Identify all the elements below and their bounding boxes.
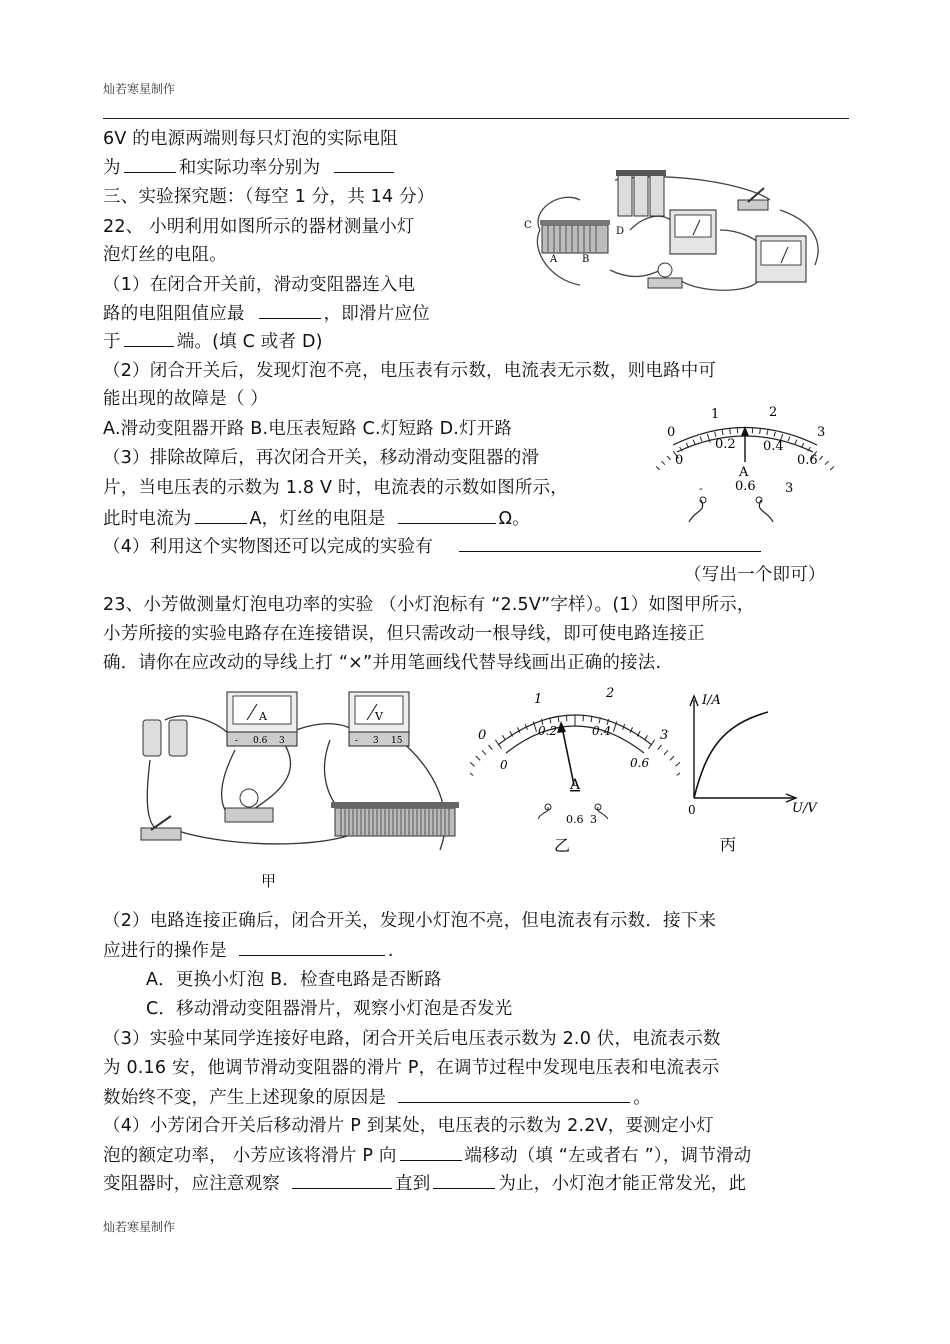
text-line: （4）利用这个实物图还可以完成的实验有 — [103, 535, 764, 558]
answer-blank[interactable] — [400, 1144, 462, 1161]
terminal-label: 15 — [391, 736, 403, 746]
answer-blank[interactable] — [124, 330, 174, 347]
text-line: （2）电路连接正确后，闭合开关，发现小灯泡不亮，但电流表有示数．接下来 — [103, 911, 717, 931]
terminal-label: 0.6 — [253, 736, 268, 746]
rheostat-icon — [540, 220, 610, 253]
outer-tick-label: 0 — [667, 425, 676, 440]
answer-blank[interactable] — [239, 939, 385, 956]
terminal-label-a: A — [550, 254, 558, 265]
inner-tick-label: 0.6 — [630, 756, 650, 770]
text-line: 泡的额定功率， 小芳应该将滑片 P 向 端移动（填 “左或者右 ”），调节滑动 — [103, 1146, 752, 1166]
terminal-label: 3 — [373, 736, 379, 746]
answer-blank[interactable] — [398, 1086, 630, 1103]
switch-icon — [141, 816, 181, 840]
inner-tick-label: 0 — [500, 758, 508, 772]
battery-icon — [616, 170, 666, 216]
dial-tick — [470, 769, 473, 776]
dial-tick — [670, 756, 674, 760]
terminal-label-c: C — [524, 220, 532, 231]
dial-tick — [722, 430, 723, 435]
iu-graph-figure — [682, 690, 832, 860]
x-axis-label: U/V — [792, 801, 817, 816]
inner-tick-label: 0.2 — [538, 724, 558, 738]
text-line: 片，当电压表的示数为 1.8 V 时，电流表的示数如图所示， — [103, 478, 568, 498]
dial-tick — [470, 762, 474, 766]
inner-tick-label: 0.2 — [715, 437, 736, 452]
text-line: 6V 的电源两端则每只灯泡的实际电阻 — [103, 129, 398, 149]
answer-blank[interactable] — [398, 507, 496, 524]
ammeter-label: A — [259, 710, 267, 723]
battery-icon — [143, 720, 187, 756]
dial-tick — [830, 466, 834, 469]
choice-line: C．移动滑动变阻器滑片，观察小灯泡是否发光 — [146, 999, 513, 1019]
answer-blank[interactable] — [459, 535, 761, 552]
terminal-label: 3 — [785, 481, 794, 496]
terminal-label-b: B — [582, 254, 590, 265]
terminal-label: - — [355, 736, 359, 746]
terminal-label: - — [235, 736, 239, 746]
dial-tick — [502, 735, 505, 740]
terminal-label: 3 — [590, 813, 597, 826]
outer-tick-label: 1 — [711, 407, 720, 422]
circuit-figure-jia — [135, 680, 465, 890]
rheostat-icon — [331, 802, 459, 836]
dial-tick — [820, 456, 823, 460]
outer-tick-label: 1 — [534, 692, 543, 707]
inner-tick-label: 0.4 — [592, 724, 612, 738]
text-line: 数始终不变，产生上述现象的原因是 。 — [103, 1088, 651, 1108]
text-line: （2）闭合开关后，发现灯泡不亮，电压表有示数，电流表无示数，则电路中可 — [103, 361, 717, 381]
ammeter-icon — [227, 692, 297, 746]
voltmeter-icon — [349, 692, 409, 746]
inner-tick-label: 0.6 — [797, 453, 818, 468]
dial-tick — [489, 745, 493, 750]
figure-caption: 乙 — [554, 836, 571, 855]
outer-tick-label: 2 — [606, 686, 615, 701]
voltmeter-icon — [756, 236, 806, 282]
dial-tick — [795, 440, 797, 445]
y-axis-label: I/A — [702, 693, 721, 708]
choice-line: A．更换小灯泡 B．检查电路是否断路 — [146, 970, 442, 990]
dial-tick — [760, 429, 761, 434]
terminal-label: 0.6 — [566, 813, 584, 826]
figure-caption: 甲 — [261, 872, 277, 890]
header-rule — [103, 118, 849, 119]
unit-label: A — [570, 777, 581, 793]
dial-tick — [661, 461, 664, 465]
answer-blank[interactable] — [433, 1172, 495, 1189]
unit-label: A — [739, 465, 749, 480]
voltmeter-label: V — [375, 710, 383, 723]
text-line: 小芳所接的实验电路存在连接错误，但只需改动一根导线，即可使电路连接正 — [103, 624, 705, 644]
dial-tick — [700, 437, 702, 442]
text-line: 此时电流为 A，灯丝的电阻是 Ω。 — [103, 509, 530, 529]
answer-blank[interactable] — [334, 156, 394, 173]
dial-tick — [648, 740, 654, 749]
terminal-label: - — [699, 482, 703, 495]
text-line: （3）实验中某同学连接好电路，闭合开关后电压表示数为 2.0 伏，电流表示数 — [103, 1029, 721, 1049]
outer-tick-label: 3 — [660, 728, 669, 743]
dial-tick — [644, 735, 647, 740]
outer-tick-label: 2 — [769, 405, 778, 420]
dial-tick — [774, 432, 775, 437]
outer-tick-label: 0 — [478, 728, 487, 743]
ammeter-icon — [670, 210, 716, 254]
dial-tick — [788, 437, 790, 442]
dial-tick — [658, 745, 662, 750]
dial-tick — [825, 461, 828, 465]
dial-tick — [675, 762, 679, 766]
dial-tick — [664, 750, 668, 754]
origin-label: 0 — [688, 803, 696, 817]
dial-tick — [730, 429, 731, 434]
iu-curve — [694, 712, 768, 798]
text-line: 路的电阻阻值应最 ，即滑片应位 — [103, 304, 430, 324]
circuit-figure — [520, 170, 830, 302]
text-line: 应进行的操作是 . — [103, 941, 394, 961]
dial-tick — [482, 750, 486, 754]
dial-tick — [476, 756, 480, 760]
text-line: 为 0.16 安，他调节滑动变阻器的滑片 P，在调节过程中发现电压表和电流表示 — [103, 1058, 720, 1078]
dial-tick — [767, 430, 768, 435]
text-line: 泡灯丝的电阻。 — [103, 245, 227, 265]
figure-caption: 丙 — [720, 835, 737, 854]
header-watermark: 灿若寒星制作 — [103, 82, 176, 96]
text-line: （4）小芳闭合开关后移动滑片 P 到某处，电压表的示数为 2.2V，要测定小灯 — [103, 1116, 714, 1136]
bulb-icon — [648, 263, 682, 288]
dial-tick — [686, 443, 688, 447]
text-line: （写出一个即可） — [684, 565, 826, 585]
answer-blank[interactable] — [195, 507, 247, 524]
text-line: 为 和实际功率分别为 — [103, 156, 397, 179]
answer-blank[interactable] — [124, 156, 176, 173]
text-line: 于 端。(填 C 或者 D) — [103, 332, 323, 352]
text-line: （3）排除故障后，再次闭合开关，移动滑动变阻器的滑 — [103, 448, 540, 468]
ammeter-dial-figure — [655, 400, 835, 535]
text-line: 能出现的故障是（ ） — [103, 389, 269, 409]
dial-tick — [693, 440, 695, 445]
choice-line: A.滑动变阻器开路 B.电压表短路 C.灯短路 D.灯开路 — [103, 419, 513, 439]
question-22: 22、 小明利用如图所示的器材测量小灯 — [103, 217, 415, 237]
dial-tick — [677, 769, 680, 776]
text-line: （1）在闭合开关前，滑动变阻器连入电 — [103, 275, 416, 295]
dial-tick — [656, 466, 660, 469]
terminal-label: 3 — [279, 736, 285, 746]
answer-blank[interactable] — [259, 302, 321, 319]
section-heading: 三、实验探究题：（每空 1 分，共 14 分） — [103, 187, 435, 207]
inner-tick-label: 0 — [675, 453, 684, 468]
text-line: 变阻器时，应注意观察 直到 为止，小灯泡才能正常发光，此 — [103, 1174, 747, 1194]
answer-blank[interactable] — [292, 1172, 392, 1189]
dial-tick — [715, 432, 716, 437]
terminal-label: 0.6 — [735, 479, 756, 494]
dial-tick — [667, 456, 670, 460]
outer-tick-label: 3 — [817, 425, 826, 440]
text-line: 确．请你在应改动的导线上打 “×”并用笔画线代替导线画出正确的接法. — [103, 653, 662, 673]
question-23: 23、小芳做测量灯泡电功率的实验 （小灯泡标有 “2.5V”字样）。(1）如图甲所示， — [103, 595, 755, 615]
bulb-icon — [225, 789, 273, 822]
inner-tick-label: 0.4 — [763, 439, 784, 454]
footer-watermark: 灿若寒星制作 — [103, 1220, 176, 1234]
terminal-label-d: D — [616, 226, 625, 237]
ammeter-dial-figure-yi — [470, 685, 680, 860]
dial-tick — [495, 740, 501, 749]
dial-tick — [801, 443, 803, 447]
